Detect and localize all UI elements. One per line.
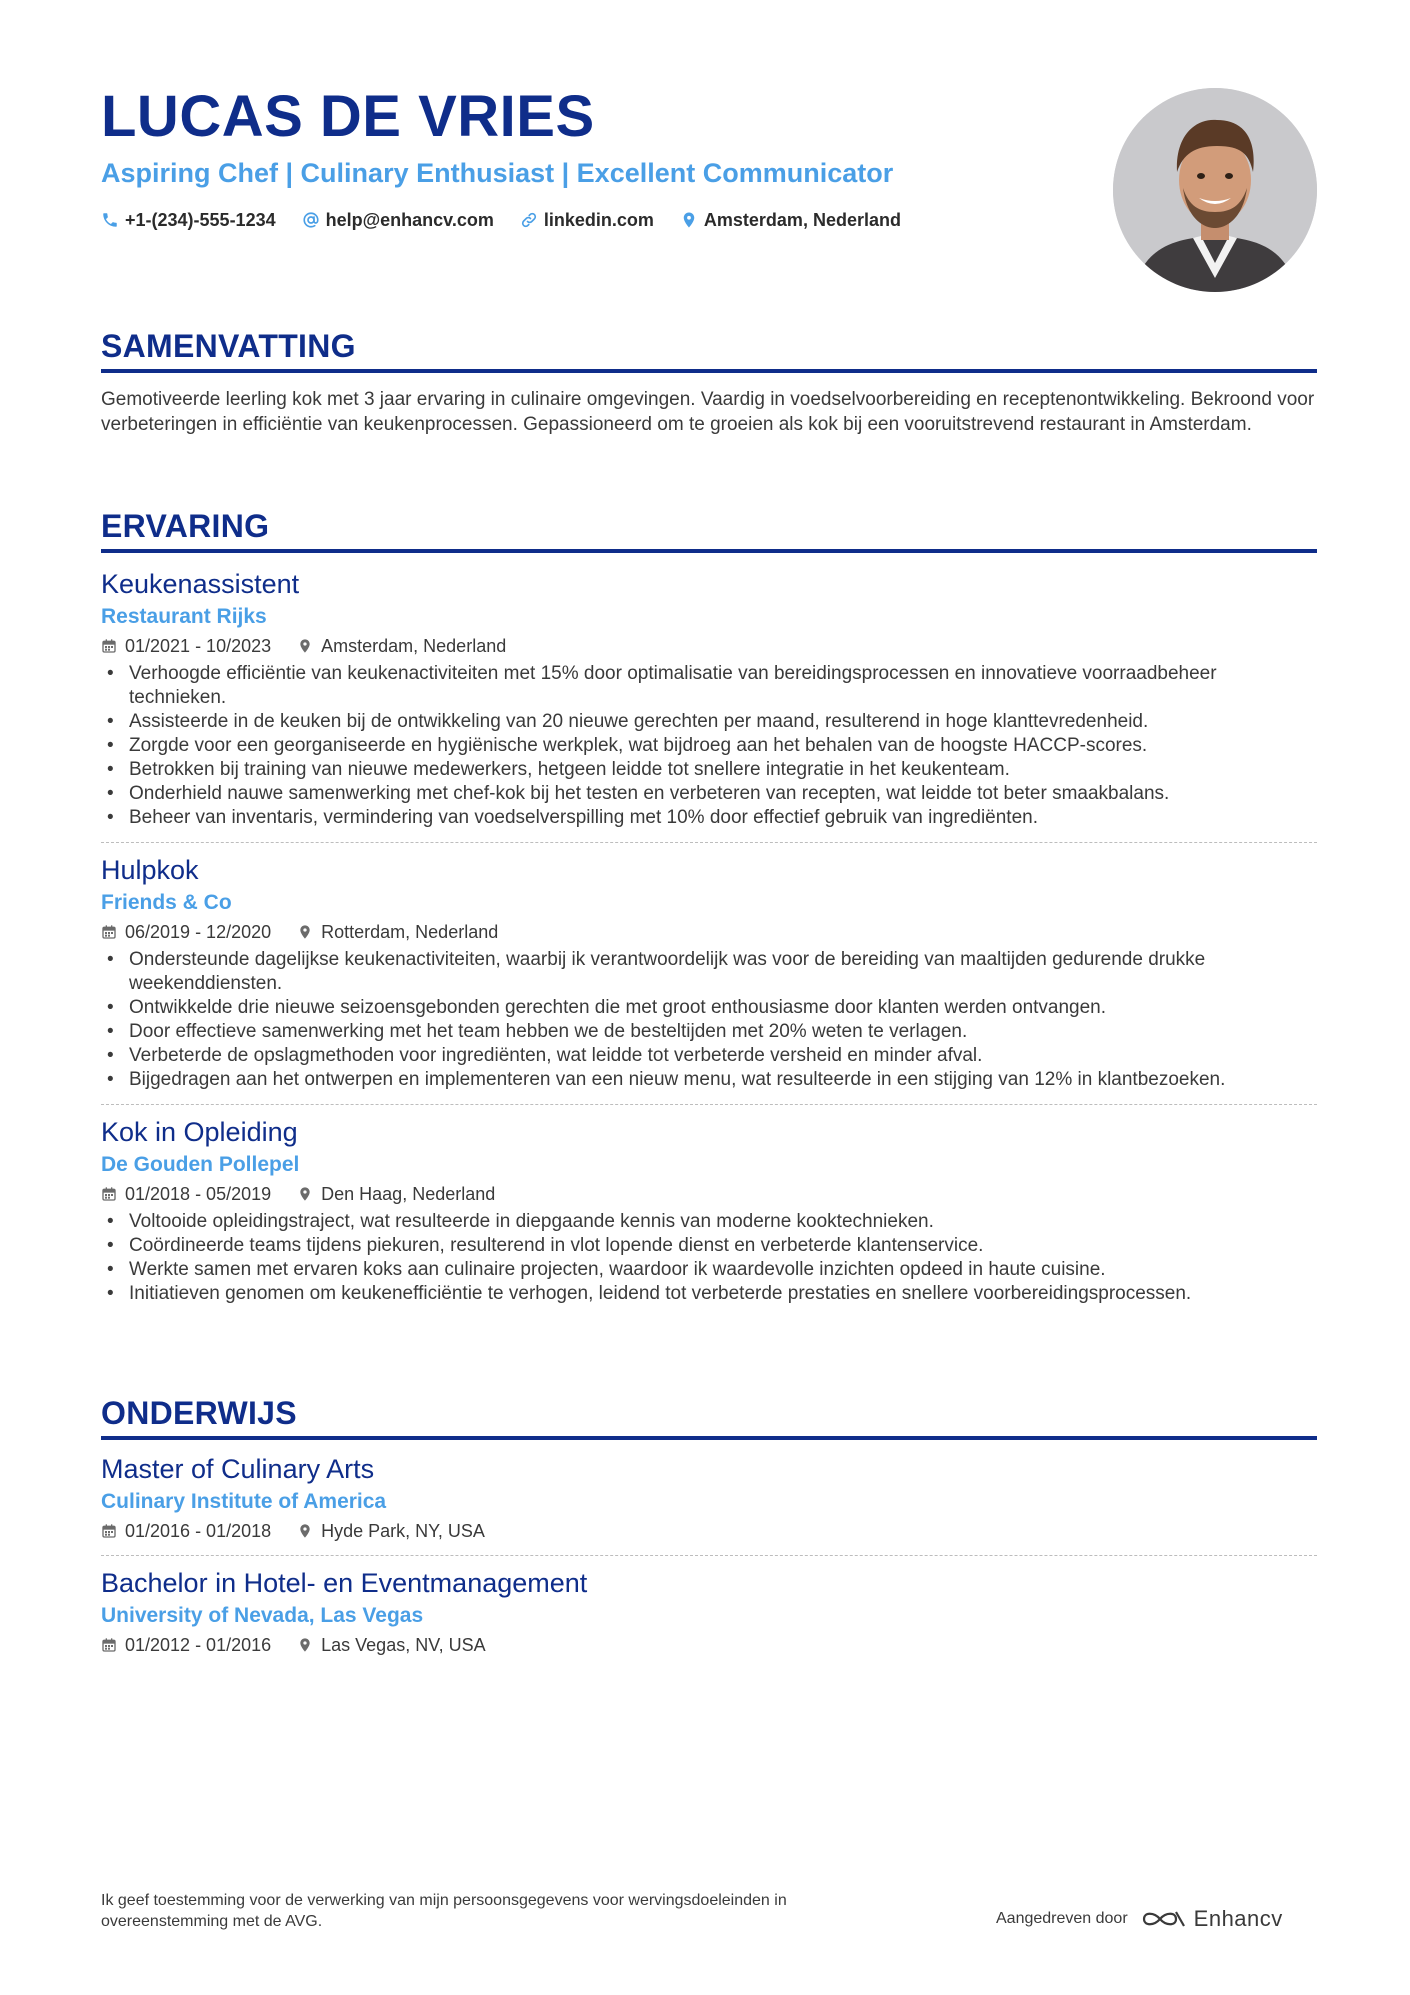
education-section xyxy=(101,1394,1317,1657)
section-title-experience: ERVARING xyxy=(101,508,270,544)
company-name: Restaurant Rijks xyxy=(101,605,267,628)
section-title-education: ONDERWIJS xyxy=(101,1395,297,1431)
calendar-icon xyxy=(101,638,117,654)
location-pin-icon xyxy=(297,924,313,940)
bullet-item: • Beheer van inventaris, vermindering van voedselverspilling met 10% door effectief gebruik van ingrediënten. xyxy=(129,806,1317,830)
job-location-text: Den Haag, Nederland xyxy=(321,1184,496,1204)
bullet-item: • Verbeterde de opslagmethoden voor ingrediënten, wat leidde tot verbeterde versheid en minder afval. xyxy=(129,1044,1317,1068)
entry-divider xyxy=(101,1104,1317,1105)
degree-title: Master of Culinary Arts xyxy=(101,1454,375,1484)
job-bullets xyxy=(101,948,1317,1092)
calendar-icon xyxy=(101,1186,117,1202)
phone-icon xyxy=(101,211,119,229)
job-meta xyxy=(101,920,1317,944)
job-meta xyxy=(101,634,1317,658)
education-entry xyxy=(101,1452,1317,1556)
company-name: De Gouden Pollepel xyxy=(101,1153,300,1176)
bullet-item: • Door effectieve samenwerking met het team hebben we de besteltijden met 20% weten te verlagen. xyxy=(129,1020,1317,1044)
consent-text: Ik geef toestemming voor de verwerking van mijn persoonsgegevens voor wervingsdoeleinden in overeenstemming met de AVG. xyxy=(101,1892,787,1930)
bullet-item: • Assisteerde in de keuken bij de ontwikkeling van 20 nieuwe gerechten per maand, resulterend in hoge klanttevredenheid. xyxy=(129,710,1317,734)
summary-text: Gemotiveerde leerling kok met 3 jaar ervaring in culinaire omgevingen. Vaardig in voedselvoorbereiding en receptenontwikkeling. Bekroond voor verbeteringen in efficiëntie van keukenprocessen. Gepassioneerd om te groeien als kok bij een vooruitstrevend restaurant in Amsterdam. xyxy=(101,389,1315,435)
location-pin-icon xyxy=(680,211,698,229)
education-dates xyxy=(101,1633,271,1657)
education-location xyxy=(297,1519,485,1543)
calendar-icon xyxy=(101,1523,117,1539)
job-bullets xyxy=(101,662,1317,830)
bullet-item: • Onderhield nauwe samenwerking met chef-kok bij het testen en verbeteren van recepten, wat leidde tot beter smaakbalans. xyxy=(129,782,1317,806)
enhancv-brand: Enhancv xyxy=(1193,1906,1283,1931)
candidate-name: LUCAS DE VRIES xyxy=(101,84,595,149)
job-meta xyxy=(101,1182,1317,1206)
experience-entry xyxy=(101,1115,1317,1306)
link-icon xyxy=(520,211,538,229)
powered-by-label: Aangedreven door xyxy=(996,1910,1128,1927)
section-divider xyxy=(101,1436,1317,1440)
job-title: Kok in Opleiding xyxy=(101,1117,298,1147)
contact-phone[interactable] xyxy=(101,208,276,232)
education-meta xyxy=(101,1519,1317,1543)
job-dates-text: 06/2019 - 12/2020 xyxy=(125,922,272,942)
enhancv-logo-icon xyxy=(1140,1906,1188,1932)
company-name: Friends & Co xyxy=(101,891,232,914)
section-divider xyxy=(101,369,1317,373)
location-pin-icon xyxy=(297,638,313,654)
experience-section xyxy=(101,507,1317,1306)
contact-location xyxy=(680,208,901,232)
at-icon xyxy=(302,211,320,229)
section-title-summary: SAMENVATTING xyxy=(101,328,356,364)
bullet-item: • Bijgedragen aan het ontwerpen en implementeren van een nieuw menu, wat resulteerde in een stijging van 12% in klantbezoeken. xyxy=(129,1068,1317,1092)
job-dates xyxy=(101,634,271,658)
education-dates-text: 01/2012 - 01/2016 xyxy=(125,1635,272,1655)
location-pin-icon xyxy=(297,1523,313,1539)
job-bullets xyxy=(101,1210,1317,1306)
job-location xyxy=(297,1182,495,1206)
section-divider xyxy=(101,549,1317,553)
job-location-text: Amsterdam, Nederland xyxy=(321,636,507,656)
bullet-item: • Initiatieven genomen om keukenefficiëntie te verhogen, leidend tot verbeterde prestaties en snellere voorbereidingsprocessen. xyxy=(129,1282,1317,1306)
experience-list xyxy=(101,567,1317,1306)
bullet-item: • Werkte samen met ervaren koks aan culinaire projecten, waardoor ik waardevolle inzichten opdeed in haute cuisine. xyxy=(129,1258,1317,1282)
education-location-text: Hyde Park, NY, USA xyxy=(321,1521,485,1541)
job-title: Keukenassistent xyxy=(101,569,300,599)
job-location xyxy=(297,920,498,944)
job-dates-text: 01/2021 - 10/2023 xyxy=(125,636,272,656)
entry-divider xyxy=(101,842,1317,843)
entry-divider xyxy=(101,1555,1317,1556)
candidate-headline: Aspiring Chef | Culinary Enthusiast | Excellent Communicator xyxy=(101,158,894,188)
location-pin-icon xyxy=(297,1186,313,1202)
degree-title: Bachelor in Hotel- en Eventmanagement xyxy=(101,1568,588,1598)
contact-email[interactable] xyxy=(302,208,494,232)
school-name: University of Nevada, Las Vegas xyxy=(101,1604,424,1627)
bullet-item: • Coördineerde teams tijdens piekuren, resulterend in vlot lopende dienst en verbeterde klantenservice. xyxy=(129,1234,1317,1258)
location-pin-icon xyxy=(297,1637,313,1653)
education-list xyxy=(101,1452,1317,1657)
job-dates xyxy=(101,920,271,944)
avatar xyxy=(1113,88,1317,292)
job-title: Hulpkok xyxy=(101,855,199,885)
location-text: Amsterdam, Nederland xyxy=(703,210,901,230)
bullet-item: • Ontwikkelde drie nieuwe seizoensgebonden gerechten die met groot enthousiasme door klanten werden ontvangen. xyxy=(129,996,1317,1020)
education-location-text: Las Vegas, NV, USA xyxy=(321,1635,486,1655)
job-dates xyxy=(101,1182,271,1206)
job-location-text: Rotterdam, Nederland xyxy=(321,922,499,942)
summary-section xyxy=(101,327,1317,437)
school-name: Culinary Institute of America xyxy=(101,1490,387,1513)
education-meta xyxy=(101,1633,1317,1657)
contact-linkedin[interactable] xyxy=(520,208,654,232)
profile-photo xyxy=(1113,88,1317,292)
job-dates-text: 01/2018 - 05/2019 xyxy=(125,1184,272,1204)
experience-entry xyxy=(101,853,1317,1105)
bullet-item: • Betrokken bij training van nieuwe medewerkers, hetgeen leidde tot snellere integratie in het keukenteam. xyxy=(129,758,1317,782)
education-dates xyxy=(101,1519,271,1543)
experience-entry xyxy=(101,567,1317,843)
education-dates-text: 01/2016 - 01/2018 xyxy=(125,1521,272,1541)
education-entry xyxy=(101,1566,1317,1657)
bullet-item: • Verhoogde efficiëntie van keukenactiviteiten met 15% door optimalisatie van bereidingsprocessen en innovatieve voorraadbeheer technieken. xyxy=(129,662,1317,710)
calendar-icon xyxy=(101,924,117,940)
calendar-icon xyxy=(101,1637,117,1653)
bullet-item: • Voltooide opleidingstraject, wat resulteerde in diepgaande kennis van moderne kooktechnieken. xyxy=(129,1210,1317,1234)
job-location xyxy=(297,634,506,658)
email-text: help@enhancv.com xyxy=(325,210,494,230)
education-location xyxy=(297,1633,485,1657)
linkedin-text: linkedin.com xyxy=(543,210,654,230)
bullet-item: • Ondersteunde dagelijkse keukenactiviteiten, waarbij ik verantwoordelijk was voor de bereiding van maaltijden gedurende drukke weekenddiensten. xyxy=(129,948,1317,996)
powered-by[interactable] xyxy=(996,1906,1283,1932)
phone-text: +1-(234)-555-1234 xyxy=(125,210,276,230)
bullet-item: • Zorgde voor een georganiseerde en hygiënische werkplek, wat bijdroeg aan het behalen van de hoogste HACCP-scores. xyxy=(129,734,1317,758)
